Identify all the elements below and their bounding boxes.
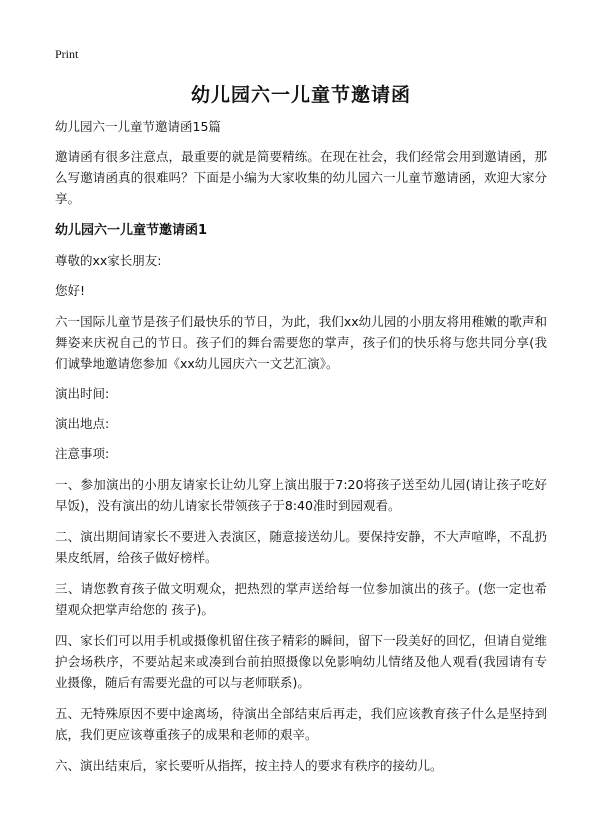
note-item-5: 五、无特殊原因不要中途离场，待演出全部结束后再走，我们应该教育孩子什么是坚持到底，我们更应该尊重孩子的成果和老师的艰辛。: [55, 706, 547, 742]
body-paragraph: 六一国际儿童节是孩子们最快乐的节日，为此，我们xx幼儿园的小朋友将用稚嫩的歌声和舞姿来庆祝自己的节日。孩子们的舞台需要您的掌声，孩子们的快乐将与您共同分享(我们诚挚地邀请您参加《xx幼儿园庆六一文艺汇演》。: [55, 314, 547, 371]
notes-label: 注意事项:: [55, 446, 110, 461]
show-time-label: 演出时间:: [55, 386, 110, 401]
print-label: Print: [55, 47, 79, 61]
page-title: 幼儿园六一儿童节邀请函: [190, 84, 411, 106]
note-item-3: 三、请您教育孩子做文明观众，把热烈的掌声送给每一位参加演出的孩子。(您一定也希望观众把掌声给您的 孩子)。: [55, 581, 547, 617]
salutation: 尊敬的xx家长朋友:: [55, 253, 162, 268]
note-item-4: 四、家长们可以用手机或摄像机留住孩子精彩的瞬间，留下一段美好的回忆，但请自觉维护会场秩序，不要站起来或凑到台前拍照摄像以免影响幼儿情绪及他人观看(我园请有专业摄像，随后有需要光盘的可以与老师联系)。: [55, 633, 547, 690]
intro-paragraph: 邀请函有很多注意点，最重要的就是简要精练。在现在社会，我们经常会用到邀请函，那么写邀请函真的很难吗？下面是小编为大家收集的幼儿园六一儿童节邀请函，欢迎大家分享。: [55, 149, 547, 206]
note-item-6: 六、演出结束后，家长要听从指挥，按主持人的要求有秩序的接幼儿。: [55, 758, 443, 773]
note-item-2: 二、演出期间请家长不要进入表演区，随意接送幼儿。要保持安静，不大声喧哗，不乱扔果皮纸屑，给孩子做好榜样。: [55, 529, 547, 565]
greeting: 您好!: [55, 283, 86, 298]
show-place-label: 演出地点:: [55, 416, 110, 431]
note-item-1: 一、参加演出的小朋友请家长让幼儿穿上演出服于7:20将孩子送至幼儿园(请让孩子吃好早饭)，没有演出的幼儿请家长带领孩子于8:40准时到园观看。: [55, 477, 547, 513]
document-subtitle: 幼儿园六一儿童节邀请函15篇: [55, 119, 221, 134]
section-heading: 幼儿园六一儿童节邀请函1: [55, 223, 208, 238]
